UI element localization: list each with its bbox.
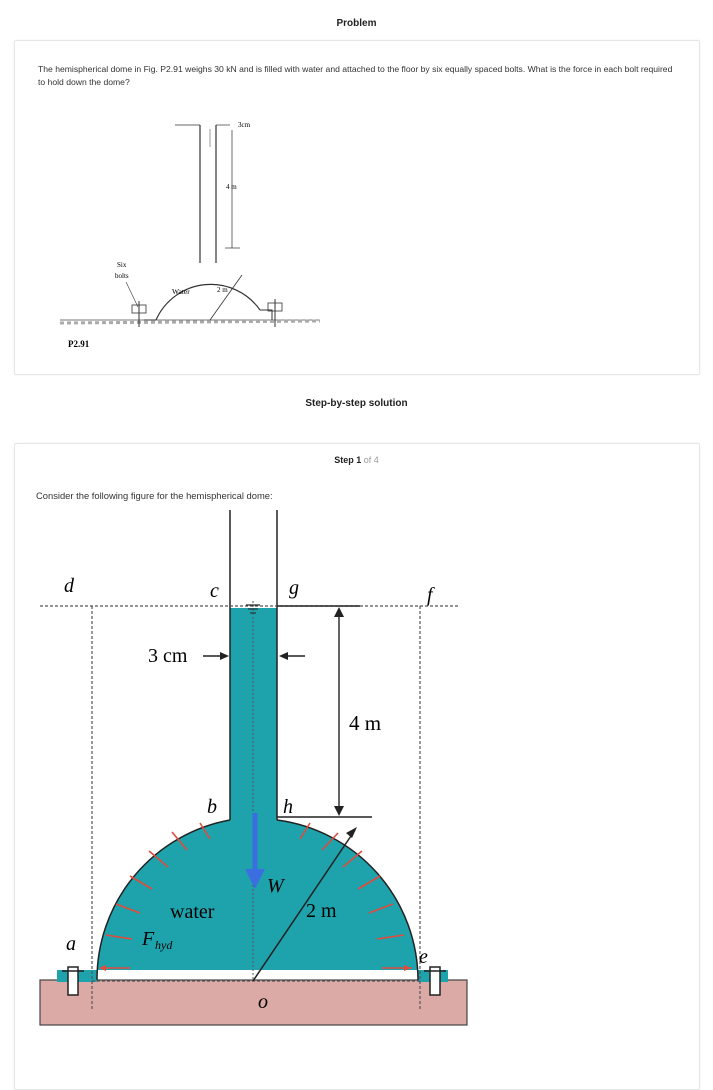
point-d: d bbox=[64, 575, 74, 597]
step-of: of 4 bbox=[363, 455, 379, 465]
point-h: h bbox=[283, 796, 293, 818]
problem-heading: Problem bbox=[336, 18, 377, 29]
fig-label-water: Water bbox=[172, 287, 190, 296]
point-f: f bbox=[427, 584, 433, 606]
fig-caption: P2.91 bbox=[68, 339, 90, 349]
sol-label-2m: 2 m bbox=[306, 900, 337, 922]
point-c: c bbox=[210, 580, 219, 602]
step-indicator bbox=[0, 455, 713, 465]
fig-label-4m: 4 m bbox=[226, 183, 237, 191]
sol-label-F-sub: hyd bbox=[155, 938, 173, 952]
floor-slab bbox=[40, 980, 467, 1025]
fig-label-2m: 2 m bbox=[217, 286, 228, 294]
fig-label-six: Six bbox=[117, 261, 127, 269]
problem-text: The hemispherical dome in Fig. P2.91 weighs 30 kN and is filled with water and attached to the floor by six equally spaced bolts. What is the force in each bolt required to hold down the dome? bbox=[38, 64, 673, 87]
problem-figure bbox=[60, 115, 330, 355]
solution-heading: Step-by-step solution bbox=[305, 398, 408, 409]
point-g: g bbox=[289, 577, 299, 599]
point-o: o bbox=[258, 991, 268, 1013]
step-label: Step 1 bbox=[334, 455, 362, 465]
sol-label-4m: 4 m bbox=[349, 711, 382, 735]
sol-label-W: W bbox=[267, 875, 284, 897]
solution-figure bbox=[0, 505, 713, 1045]
sol-label-F: F bbox=[142, 928, 155, 950]
fig-label-bolts: bolts bbox=[115, 272, 129, 280]
point-e: e bbox=[419, 946, 428, 968]
sol-label-3cm: 3 cm bbox=[148, 645, 188, 667]
point-a: a bbox=[66, 933, 76, 955]
fig-label-3cm: 3cm bbox=[238, 121, 251, 129]
step-intro: Consider the following figure for the hemispherical dome: bbox=[36, 490, 273, 501]
sol-label-water: water bbox=[170, 901, 215, 923]
point-b: b bbox=[207, 796, 217, 818]
